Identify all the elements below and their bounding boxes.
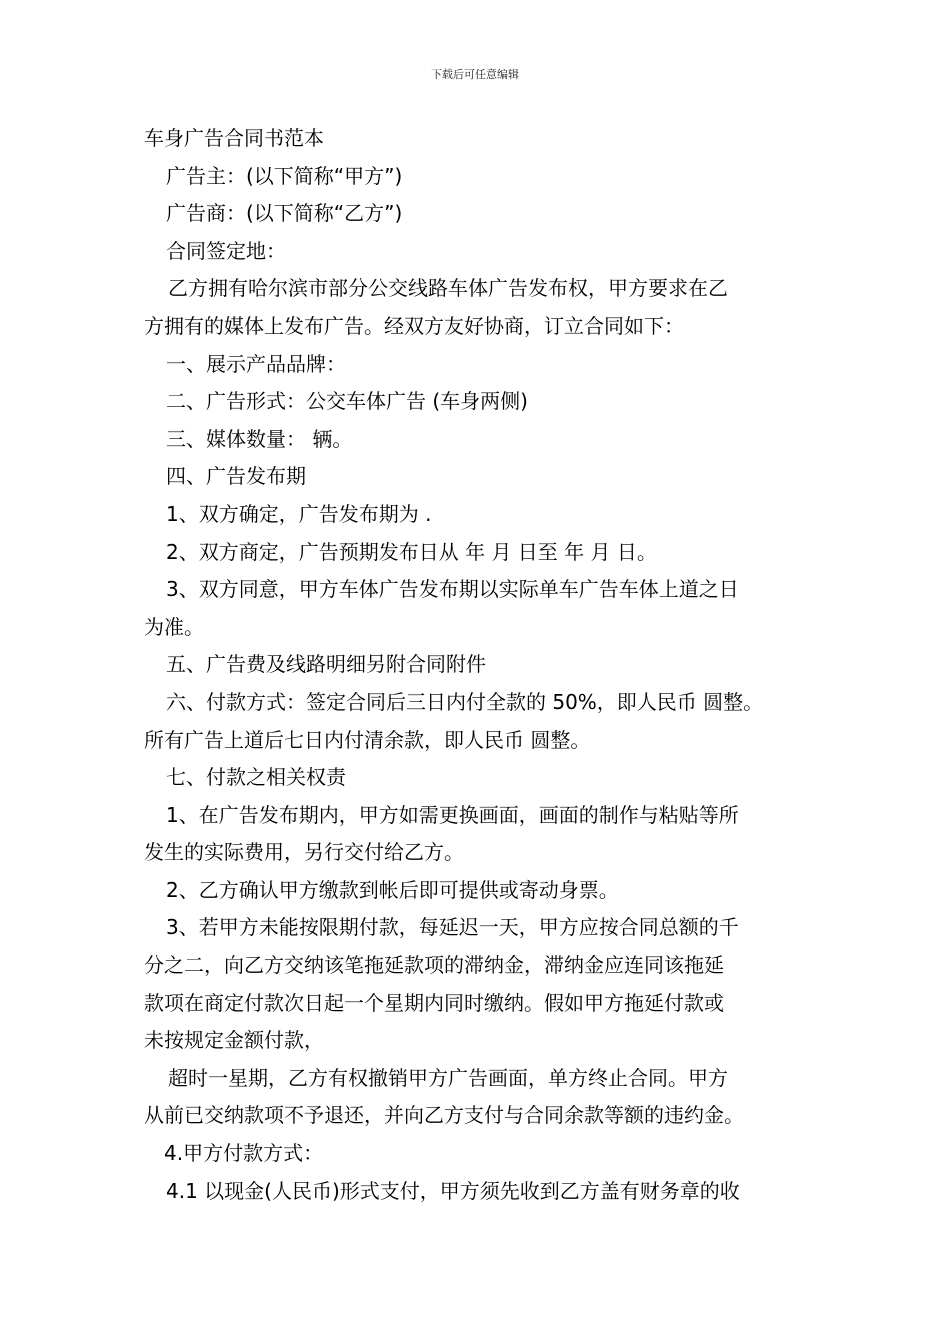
document-line: 合同签定地：: [166, 238, 286, 263]
document-line: 2、乙方确认甲方缴款到帐后即可提供或寄动身票。: [166, 877, 619, 902]
document-line: 五、广告费及线路明细另附合同附件: [166, 652, 486, 677]
document-line: 从前已交纳款项不予退还，并向乙方支付与合同余款等额的违约金。: [144, 1103, 744, 1128]
document-line: 七、付款之相关权责: [166, 765, 346, 790]
document-line: 款项在商定付款次日起一个星期内同时缴纳。假如甲方拖延付款或: [144, 990, 724, 1015]
document-line: 二、广告形式：公交车体广告 (车身两侧): [166, 389, 528, 414]
document-line: 一、展示产品品牌：: [166, 351, 346, 376]
document-line: 方拥有的媒体上发布广告。经双方友好协商，订立合同如下：: [144, 313, 684, 338]
document-line: 分之二，向乙方交纳该笔拖延款项的滞纳金，滞纳金应连同该拖延: [144, 953, 724, 978]
document-line: 广告商：(以下简称“乙方”): [166, 201, 403, 226]
document-body: [144, 120, 824, 1210]
document-line: 3、双方同意，甲方车体广告发布期以实际单车广告车体上道之日: [166, 577, 739, 602]
document-line: 为准。: [144, 614, 204, 639]
document-line: 4.1 以现金(人民币)形式支付，甲方须先收到乙方盖有财务章的收: [166, 1178, 740, 1203]
document-line: 超时一星期，乙方有权撤销甲方广告画面，单方终止合同。甲方: [168, 1065, 728, 1090]
document-line: 未按规定金额付款，: [144, 1028, 324, 1053]
document-line: 4.甲方付款方式：: [164, 1141, 324, 1166]
document-line: 3、若甲方未能按限期付款，每延迟一天，甲方应按合同总额的千: [166, 915, 739, 940]
document-line: 三、媒体数量： 辆。: [166, 426, 353, 451]
document-title: 车身广告合同书范本: [144, 126, 324, 150]
document-line: 1、双方确定，广告发布期为 .: [166, 501, 432, 526]
page-header: 下载后可任意编辑: [431, 68, 519, 81]
document-line: 广告主：(以下简称“甲方”): [166, 163, 403, 188]
document-line: 六、付款方式：签定合同后三日内付全款的 50%，即人民币 圆整。: [166, 689, 764, 714]
document-line: 四、广告发布期: [166, 464, 306, 489]
document-line: 乙方拥有哈尔滨市部分公交线路车体广告发布权，甲方要求在乙: [168, 276, 728, 301]
document-line: 2、双方商定，广告预期发布日从 年 月 日至 年 月 日。: [166, 539, 657, 564]
document-line: 1、在广告发布期内，甲方如需更换画面，画面的制作与粘贴等所: [166, 802, 739, 827]
document-line: 所有广告上道后七日内付清余款，即人民币 圆整。: [144, 727, 591, 752]
document-line: 发生的实际费用，另行交付给乙方。: [144, 840, 464, 865]
